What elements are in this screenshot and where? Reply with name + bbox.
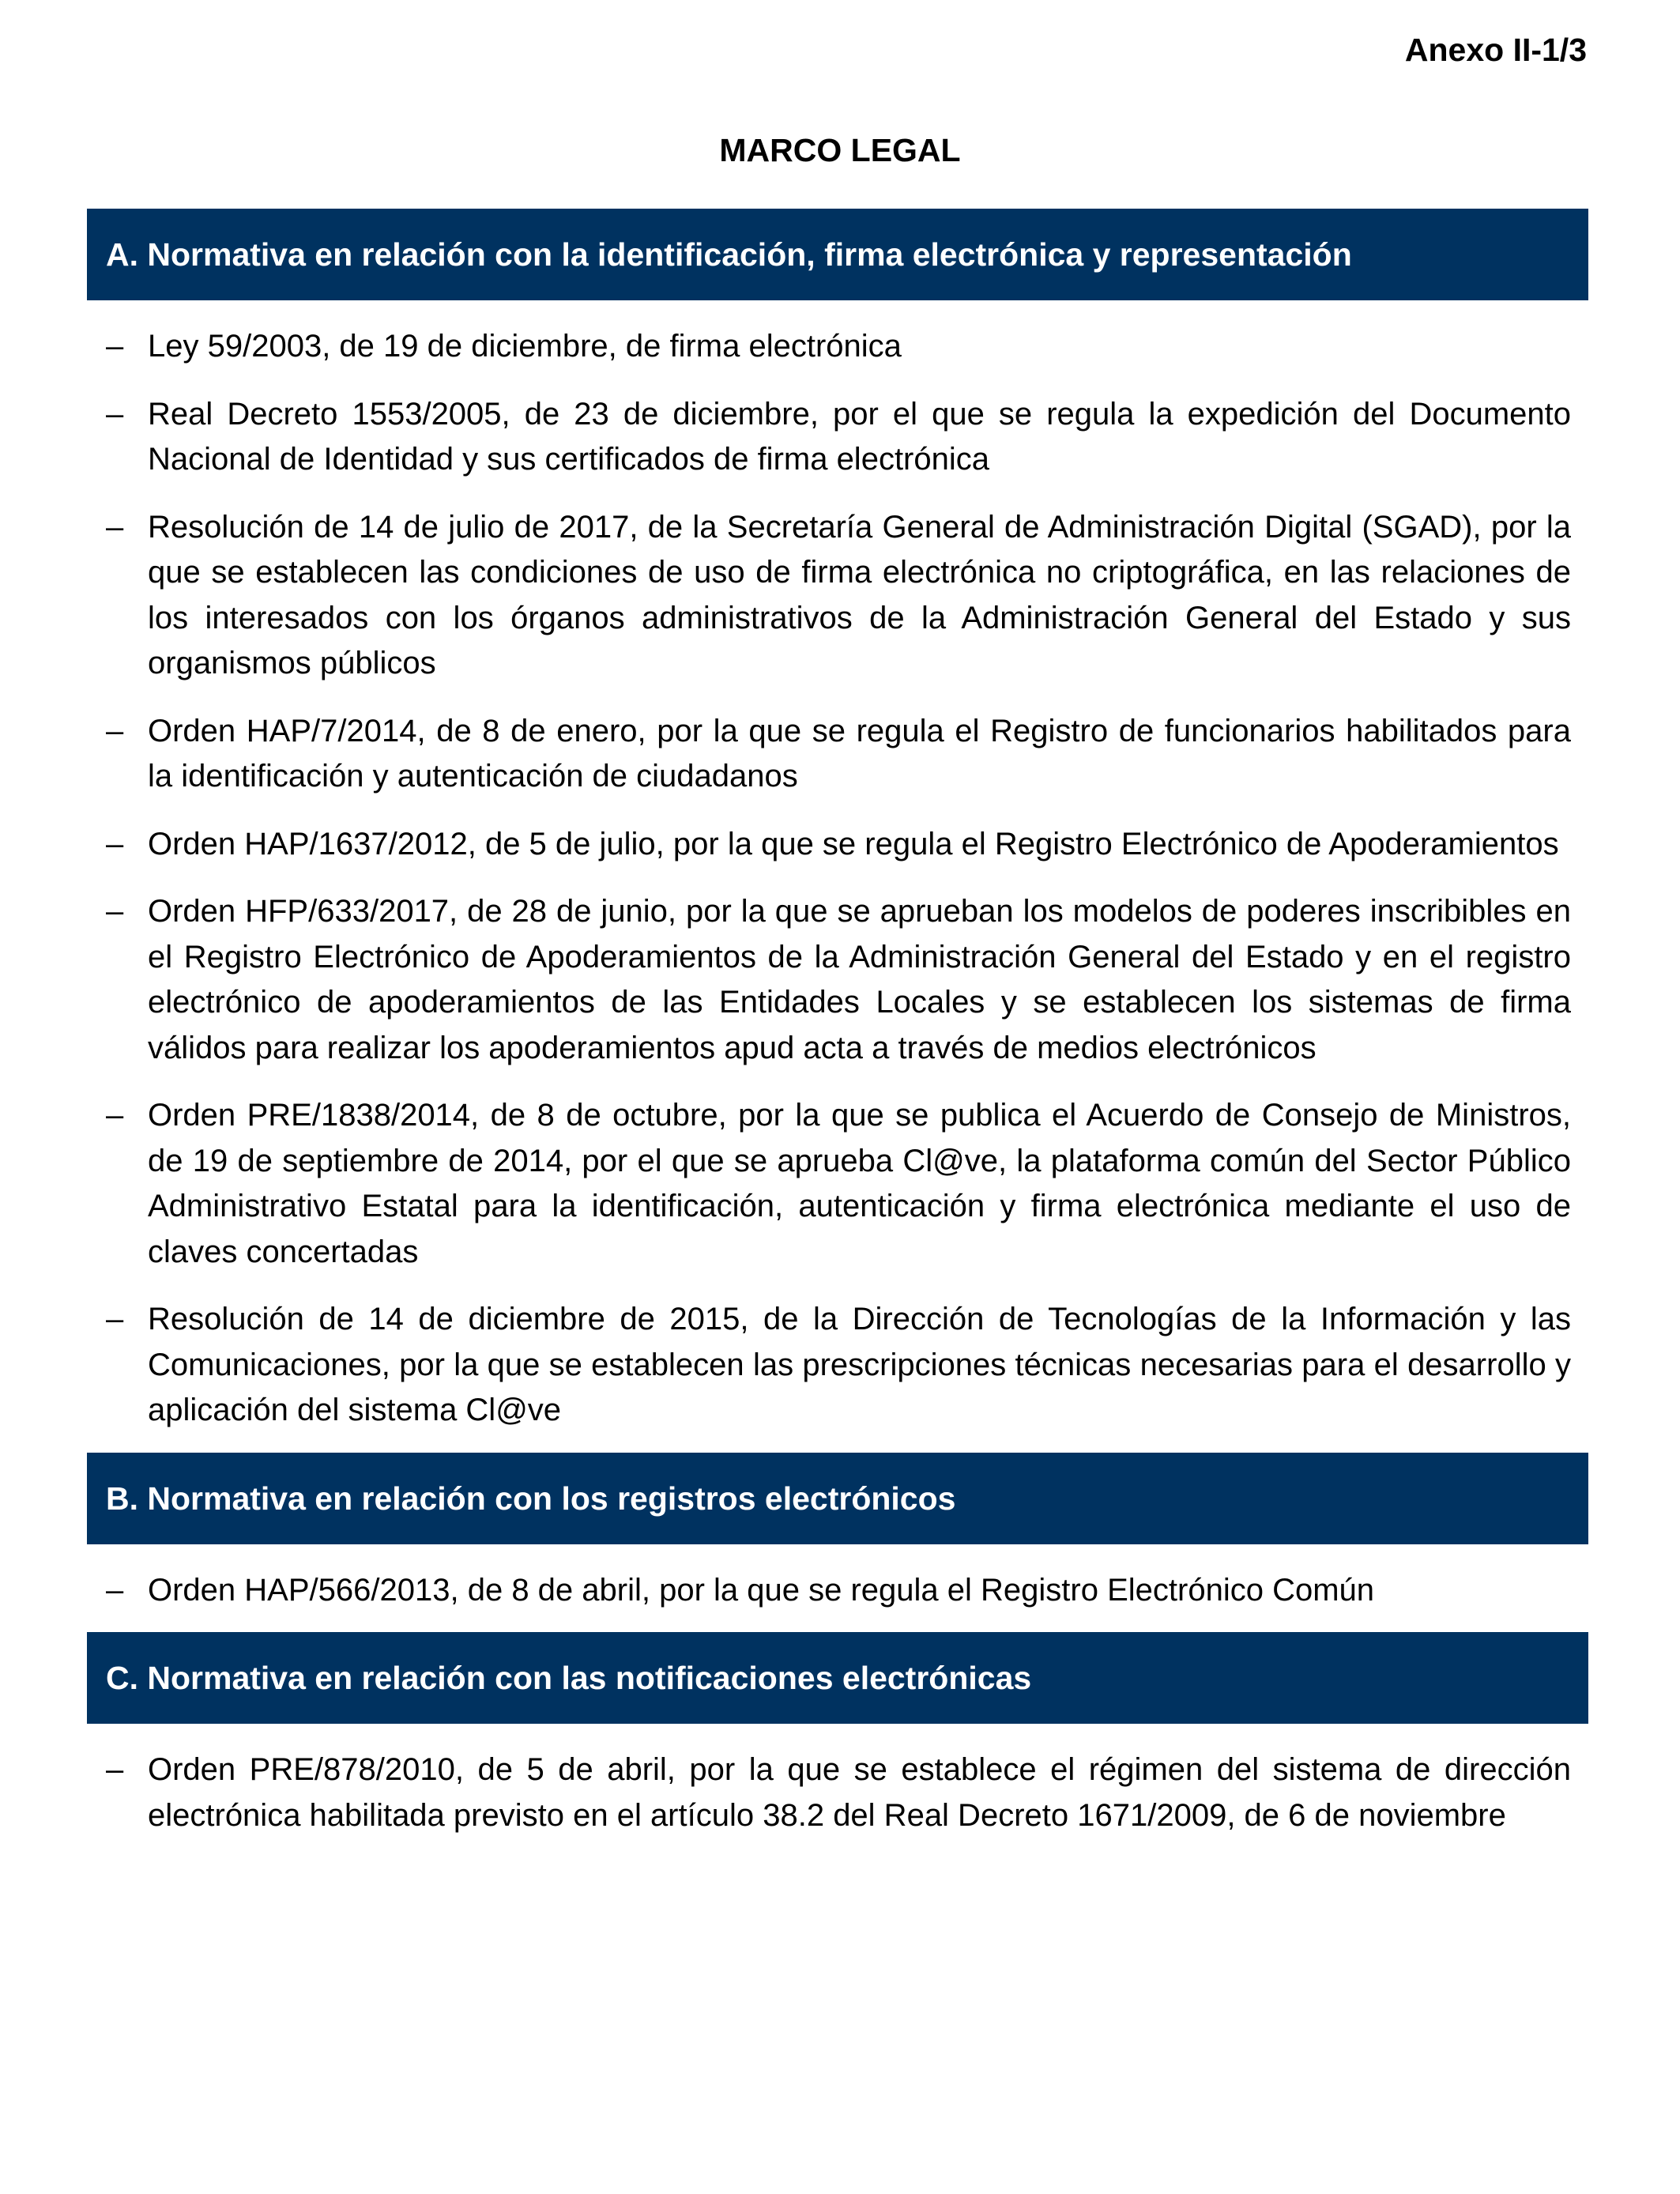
list-item bbox=[87, 1297, 1571, 1434]
list-item bbox=[87, 1568, 1571, 1614]
page-title: MARCO LEGAL bbox=[719, 132, 961, 168]
item-text: Real Decreto 1553/2005, de 23 de diciembre, por el que se regula la expedición del Documento Nacional de Identidad y sus certificados de firma electrónica bbox=[148, 396, 1571, 477]
item-text: Orden HAP/1637/2012, de 5 de julio, por la que se regula el Registro Electrónico de Apoderamientos bbox=[148, 826, 1559, 861]
dash-bullet: – bbox=[106, 329, 124, 364]
dash-bullet: – bbox=[106, 894, 124, 929]
section-c-list bbox=[87, 1724, 1588, 1857]
item-text: Orden HFP/633/2017, de 28 de junio, por la que se aprueban los modelos de poderes inscribibles en el Registro Electrónico de Apoderamientos de la Administración General del Estado y en el registro electrónico de apoderamientos de las Entidades Locales y se establecen los sistemas de firma válidos para realizar los apoderamientos apud acta a través de medios electrónicos bbox=[148, 894, 1571, 1065]
dash-bullet: – bbox=[106, 1752, 124, 1787]
list-item bbox=[87, 392, 1571, 483]
section-header-c: C. Normativa en relación con las notificaciones electrónicas bbox=[87, 1632, 1588, 1724]
annex-number: Anexo II-1/3 bbox=[1404, 32, 1587, 68]
item-text: Orden HAP/566/2013, de 8 de abril, por la que se regula el Registro Electrónico Común bbox=[148, 1572, 1375, 1608]
item-text: Orden PRE/1838/2014, de 8 de octubre, por la que se publica el Acuerdo de Consejo de Ministros, de 19 de septiembre de 2014, por el que se aprueba Cl@ve, la plataforma común del Sector Público Administrativo Estatal para la identificación, autenticación y firma electrónica mediante el uso de claves concertadas bbox=[148, 1098, 1571, 1269]
section-a bbox=[87, 209, 1588, 1453]
dash-bullet: – bbox=[106, 509, 124, 545]
item-text: Resolución de 14 de diciembre de 2015, de la Dirección de Tecnologías de la Información y las Comunicaciones, por la que se establecen las prescripciones técnicas necesarias para el desarrollo y aplicación del sistema Cl@ve bbox=[148, 1302, 1571, 1427]
list-item bbox=[87, 1093, 1571, 1275]
list-item bbox=[87, 324, 1571, 370]
dash-bullet: – bbox=[106, 396, 124, 432]
dash-bullet: – bbox=[106, 1572, 124, 1608]
list-item bbox=[87, 889, 1571, 1071]
section-c bbox=[87, 1632, 1588, 1857]
list-item bbox=[87, 822, 1571, 868]
dash-bullet: – bbox=[106, 826, 124, 861]
list-item bbox=[87, 709, 1571, 800]
dash-bullet: – bbox=[106, 1302, 124, 1336]
dash-bullet: – bbox=[106, 713, 124, 748]
section-a-list bbox=[87, 300, 1588, 1453]
dash-bullet: – bbox=[106, 1098, 124, 1133]
item-text: Resolución de 14 de julio de 2017, de la Secretaría General de Administración Digital (SGAD), por la que se establecen las condiciones de uso de firma electrónica no criptográfica, en las relaciones de los interesados con los órganos administrativos de la Administración General del Estado y sus organismos públicos bbox=[148, 509, 1571, 680]
section-b-list bbox=[87, 1544, 1588, 1633]
list-item bbox=[87, 1747, 1571, 1838]
legal-framework-content bbox=[87, 209, 1588, 1857]
section-header-a: A. Normativa en relación con la identificación, firma electrónica y representación bbox=[87, 209, 1588, 300]
section-b bbox=[87, 1453, 1588, 1633]
list-item bbox=[87, 505, 1571, 687]
section-header-b: B. Normativa en relación con los registros electrónicos bbox=[87, 1453, 1588, 1544]
item-text: Orden PRE/878/2010, de 5 de abril, por la que se establece el régimen del sistema de dirección electrónica habilitada previsto en el artículo 38.2 del Real Decreto 1671/2009, de 6 de noviembre bbox=[148, 1752, 1571, 1833]
item-text: Ley 59/2003, de 19 de diciembre, de firma electrónica bbox=[148, 329, 902, 364]
item-text: Orden HAP/7/2014, de 8 de enero, por la que se regula el Registro de funcionarios habilitados para la identificación y autenticación de ciudadanos bbox=[148, 713, 1571, 794]
